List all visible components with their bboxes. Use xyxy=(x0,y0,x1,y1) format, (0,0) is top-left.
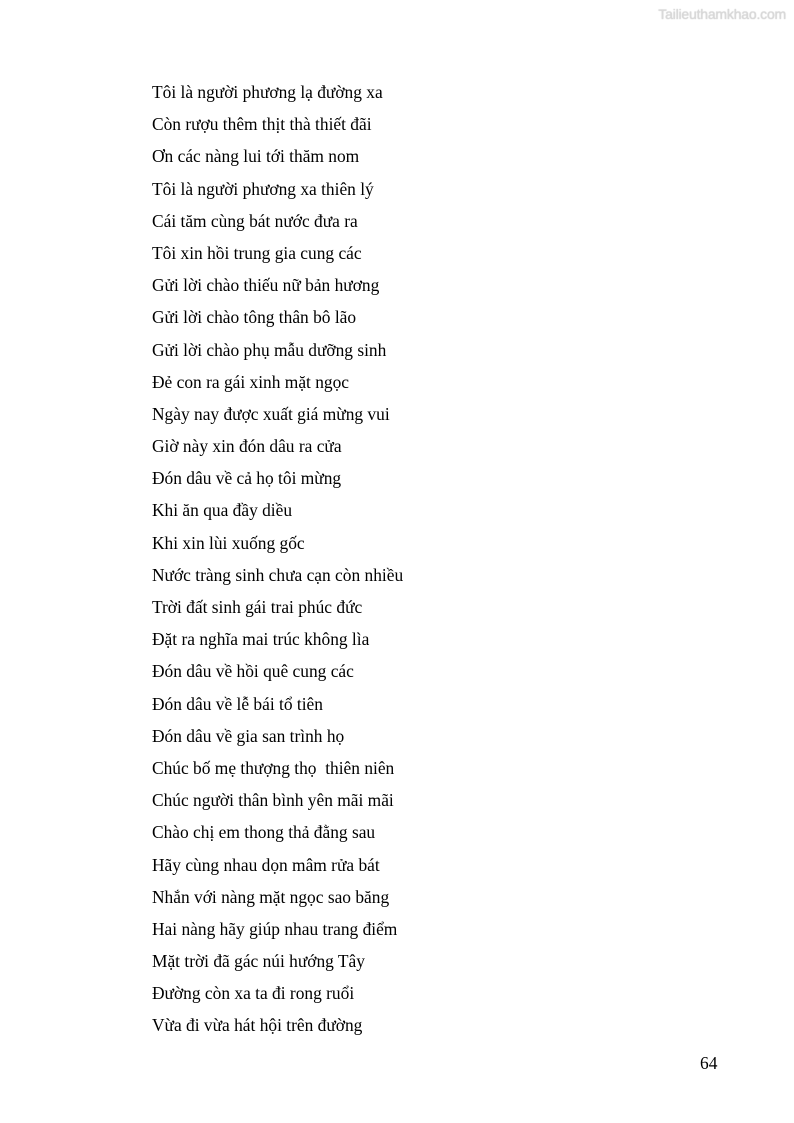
poem-line: Tôi là người phương lạ đường xa xyxy=(152,82,383,102)
poem-line: Đón dâu về lễ bái tổ tiên xyxy=(152,693,323,714)
poem-line: Đón dâu về cả họ tôi mừng xyxy=(152,468,342,489)
poem-line: Đẻ con ra gái xinh mặt ngọc xyxy=(152,371,350,392)
poem-line: Gửi lời chào thiếu nữ bản hương xyxy=(152,275,380,296)
poem-line: Đón dâu về hồi quê cung các xyxy=(152,661,354,682)
poem-line: Còn rượu thêm thịt thà thiết đãi xyxy=(152,114,372,135)
poem-line: Hãy cùng nhau dọn mâm rửa bát xyxy=(152,854,380,875)
poem-line: Ngày nay được xuất giá mừng vui xyxy=(152,403,390,424)
poem-line: Tôi là người phương xa thiên lý xyxy=(152,178,374,199)
poem-body xyxy=(152,76,403,1042)
poem-line: Khi xin lùi xuống gốc xyxy=(152,532,305,553)
poem-line: Nhắn với nàng mặt ngọc sao băng xyxy=(152,886,390,907)
poem-line: Đặt ra nghĩa mai trúc không lìa xyxy=(152,629,370,650)
poem-line: Trời đất sinh gái trai phúc đức xyxy=(152,597,363,617)
watermark: Tailieuthamkhao.com xyxy=(658,6,786,22)
poem-line: Ơn các nàng lui tới thăm nom xyxy=(152,146,360,167)
poem-line: Chúc bố mẹ thượng thọ thiên niên xyxy=(152,757,395,778)
poem-line: Hai nàng hãy giúp nhau trang điểm xyxy=(152,918,398,939)
poem-line: Đón dâu về gia san trình họ xyxy=(152,725,345,746)
poem-line: Khi ăn qua đầy diều xyxy=(152,500,293,521)
poem-line: Nước tràng sinh chưa cạn còn nhiều xyxy=(152,564,404,585)
poem-line: Chào chị em thong thả đằng sau xyxy=(152,822,376,843)
poem-line: Chúc người thân bình yên mãi mãi xyxy=(152,790,394,811)
poem-line: Đường còn xa ta đi rong ruổi xyxy=(152,983,355,1004)
poem-line: Gửi lời chào tông thân bô lão xyxy=(152,307,357,328)
poem-line: Gửi lời chào phụ mẫu dưỡng sinh xyxy=(152,339,387,360)
poem-line: Cái tăm cùng bát nước đưa ra xyxy=(152,210,358,231)
poem-line: Vừa đi vừa hát hội trên đường xyxy=(152,1015,363,1036)
poem-line: Tôi xin hồi trung gia cung các xyxy=(152,242,362,263)
page-number: 64 xyxy=(700,1053,718,1073)
poem-line: Giờ này xin đón dâu ra cửa xyxy=(152,436,342,457)
poem-line: Mặt trời đã gác núi hướng Tây xyxy=(152,951,365,972)
